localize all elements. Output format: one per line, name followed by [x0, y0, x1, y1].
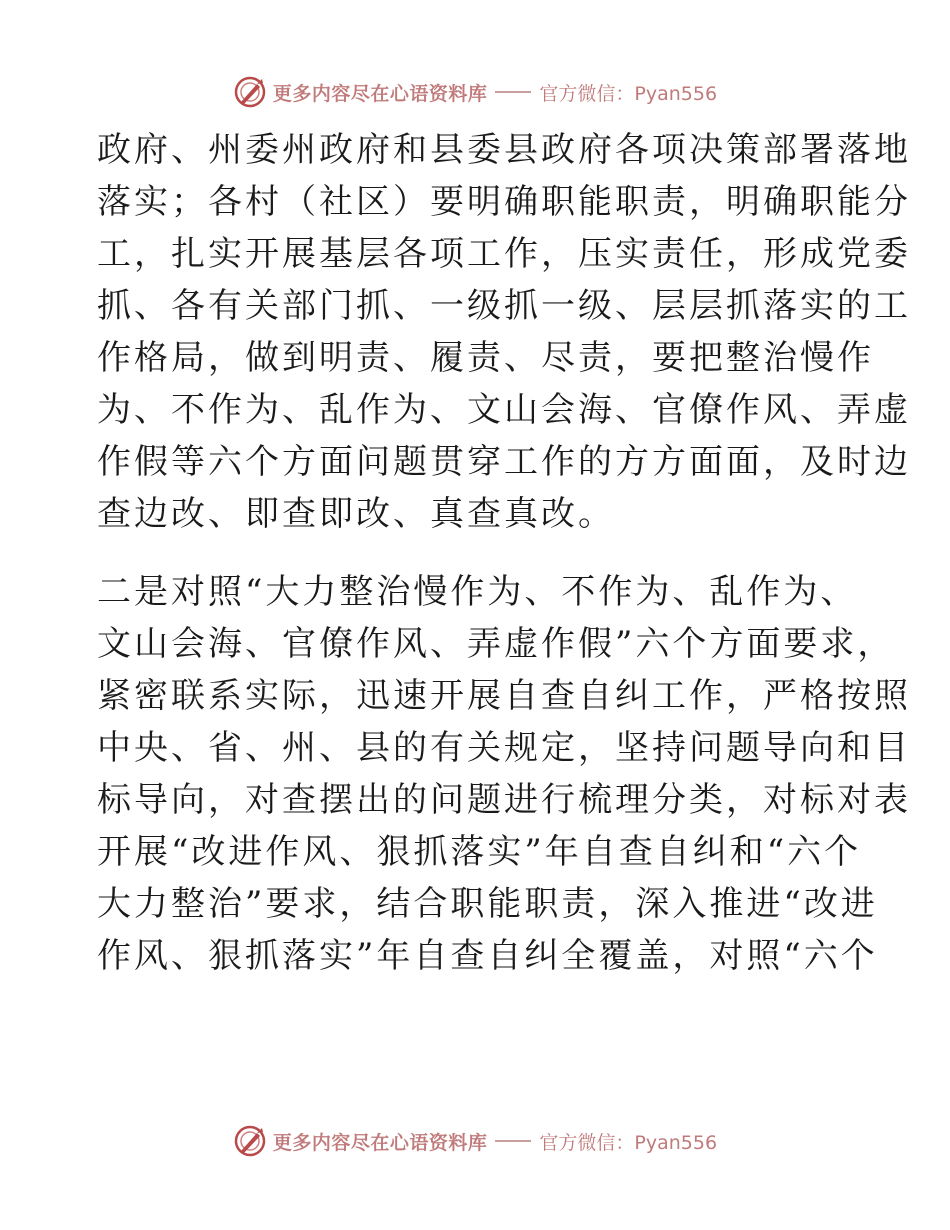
- text-line: 查边改、即查即改、真查真改。: [97, 494, 615, 534]
- text-line: 政府、州委州政府和县委县政府各项决策部署落地: [97, 130, 911, 170]
- text-line: 落实；各村（社区）要明确职能职责，明确职能分: [97, 182, 911, 222]
- paragraph-1: [97, 124, 911, 540]
- text-line: 大力整治”要求，结合职能职责，深入推进“改进: [97, 884, 878, 924]
- text-line: 作假等六个方面问题贯穿工作的方方面面，及时边: [97, 442, 911, 482]
- header-watermark: [0, 72, 950, 112]
- text-line: 二是对照“大力整治慢作为、不作为、乱作为、: [97, 572, 858, 612]
- header-wechat-text: 官方微信：Pyan556: [539, 82, 718, 105]
- text-line: 为、不作为、乱作为、文山会海、官僚作风、弄虚: [97, 390, 911, 430]
- footer-divider: [495, 1140, 531, 1142]
- text-line: 开展“改进作风、狠抓落实”年自查自纠和“六个: [97, 832, 862, 872]
- document-body: [97, 124, 911, 982]
- header-divider: [495, 91, 531, 93]
- footer-brand-text: 更多内容尽在心语资料库: [272, 1131, 488, 1154]
- footer-wechat-text: 官方微信：Pyan556: [539, 1131, 718, 1154]
- header-brand-text: 更多内容尽在心语资料库: [272, 82, 488, 105]
- text-line: 工，扎实开展基层各项工作，压实责任，形成党委: [97, 234, 911, 274]
- text-line: 作风、狠抓落实”年自查自纠全覆盖，对照“六个: [97, 936, 878, 976]
- paragraph-spacer: [97, 540, 857, 566]
- text-line: 标导向，对查摆出的问题进行梳理分类，对标对表: [97, 780, 911, 820]
- text-line: 文山会海、官僚作风、弄虚作假”六个方面要求，: [97, 624, 895, 664]
- text-line: 紧密联系实际，迅速开展自查自纠工作，严格按照: [97, 676, 911, 716]
- footer-watermark: [0, 1121, 950, 1161]
- quill-logo-icon: [233, 75, 267, 109]
- text-line: 抓、各有关部门抓、一级抓一级、层层抓落实的工: [97, 286, 911, 326]
- quill-logo-icon: [233, 1124, 267, 1158]
- paragraph-2: [97, 566, 911, 982]
- text-line: 中央、省、州、县的有关规定，坚持问题导向和目: [97, 728, 911, 768]
- text-line: 作格局，做到明责、履责、尽责，要把整治慢作: [97, 338, 874, 378]
